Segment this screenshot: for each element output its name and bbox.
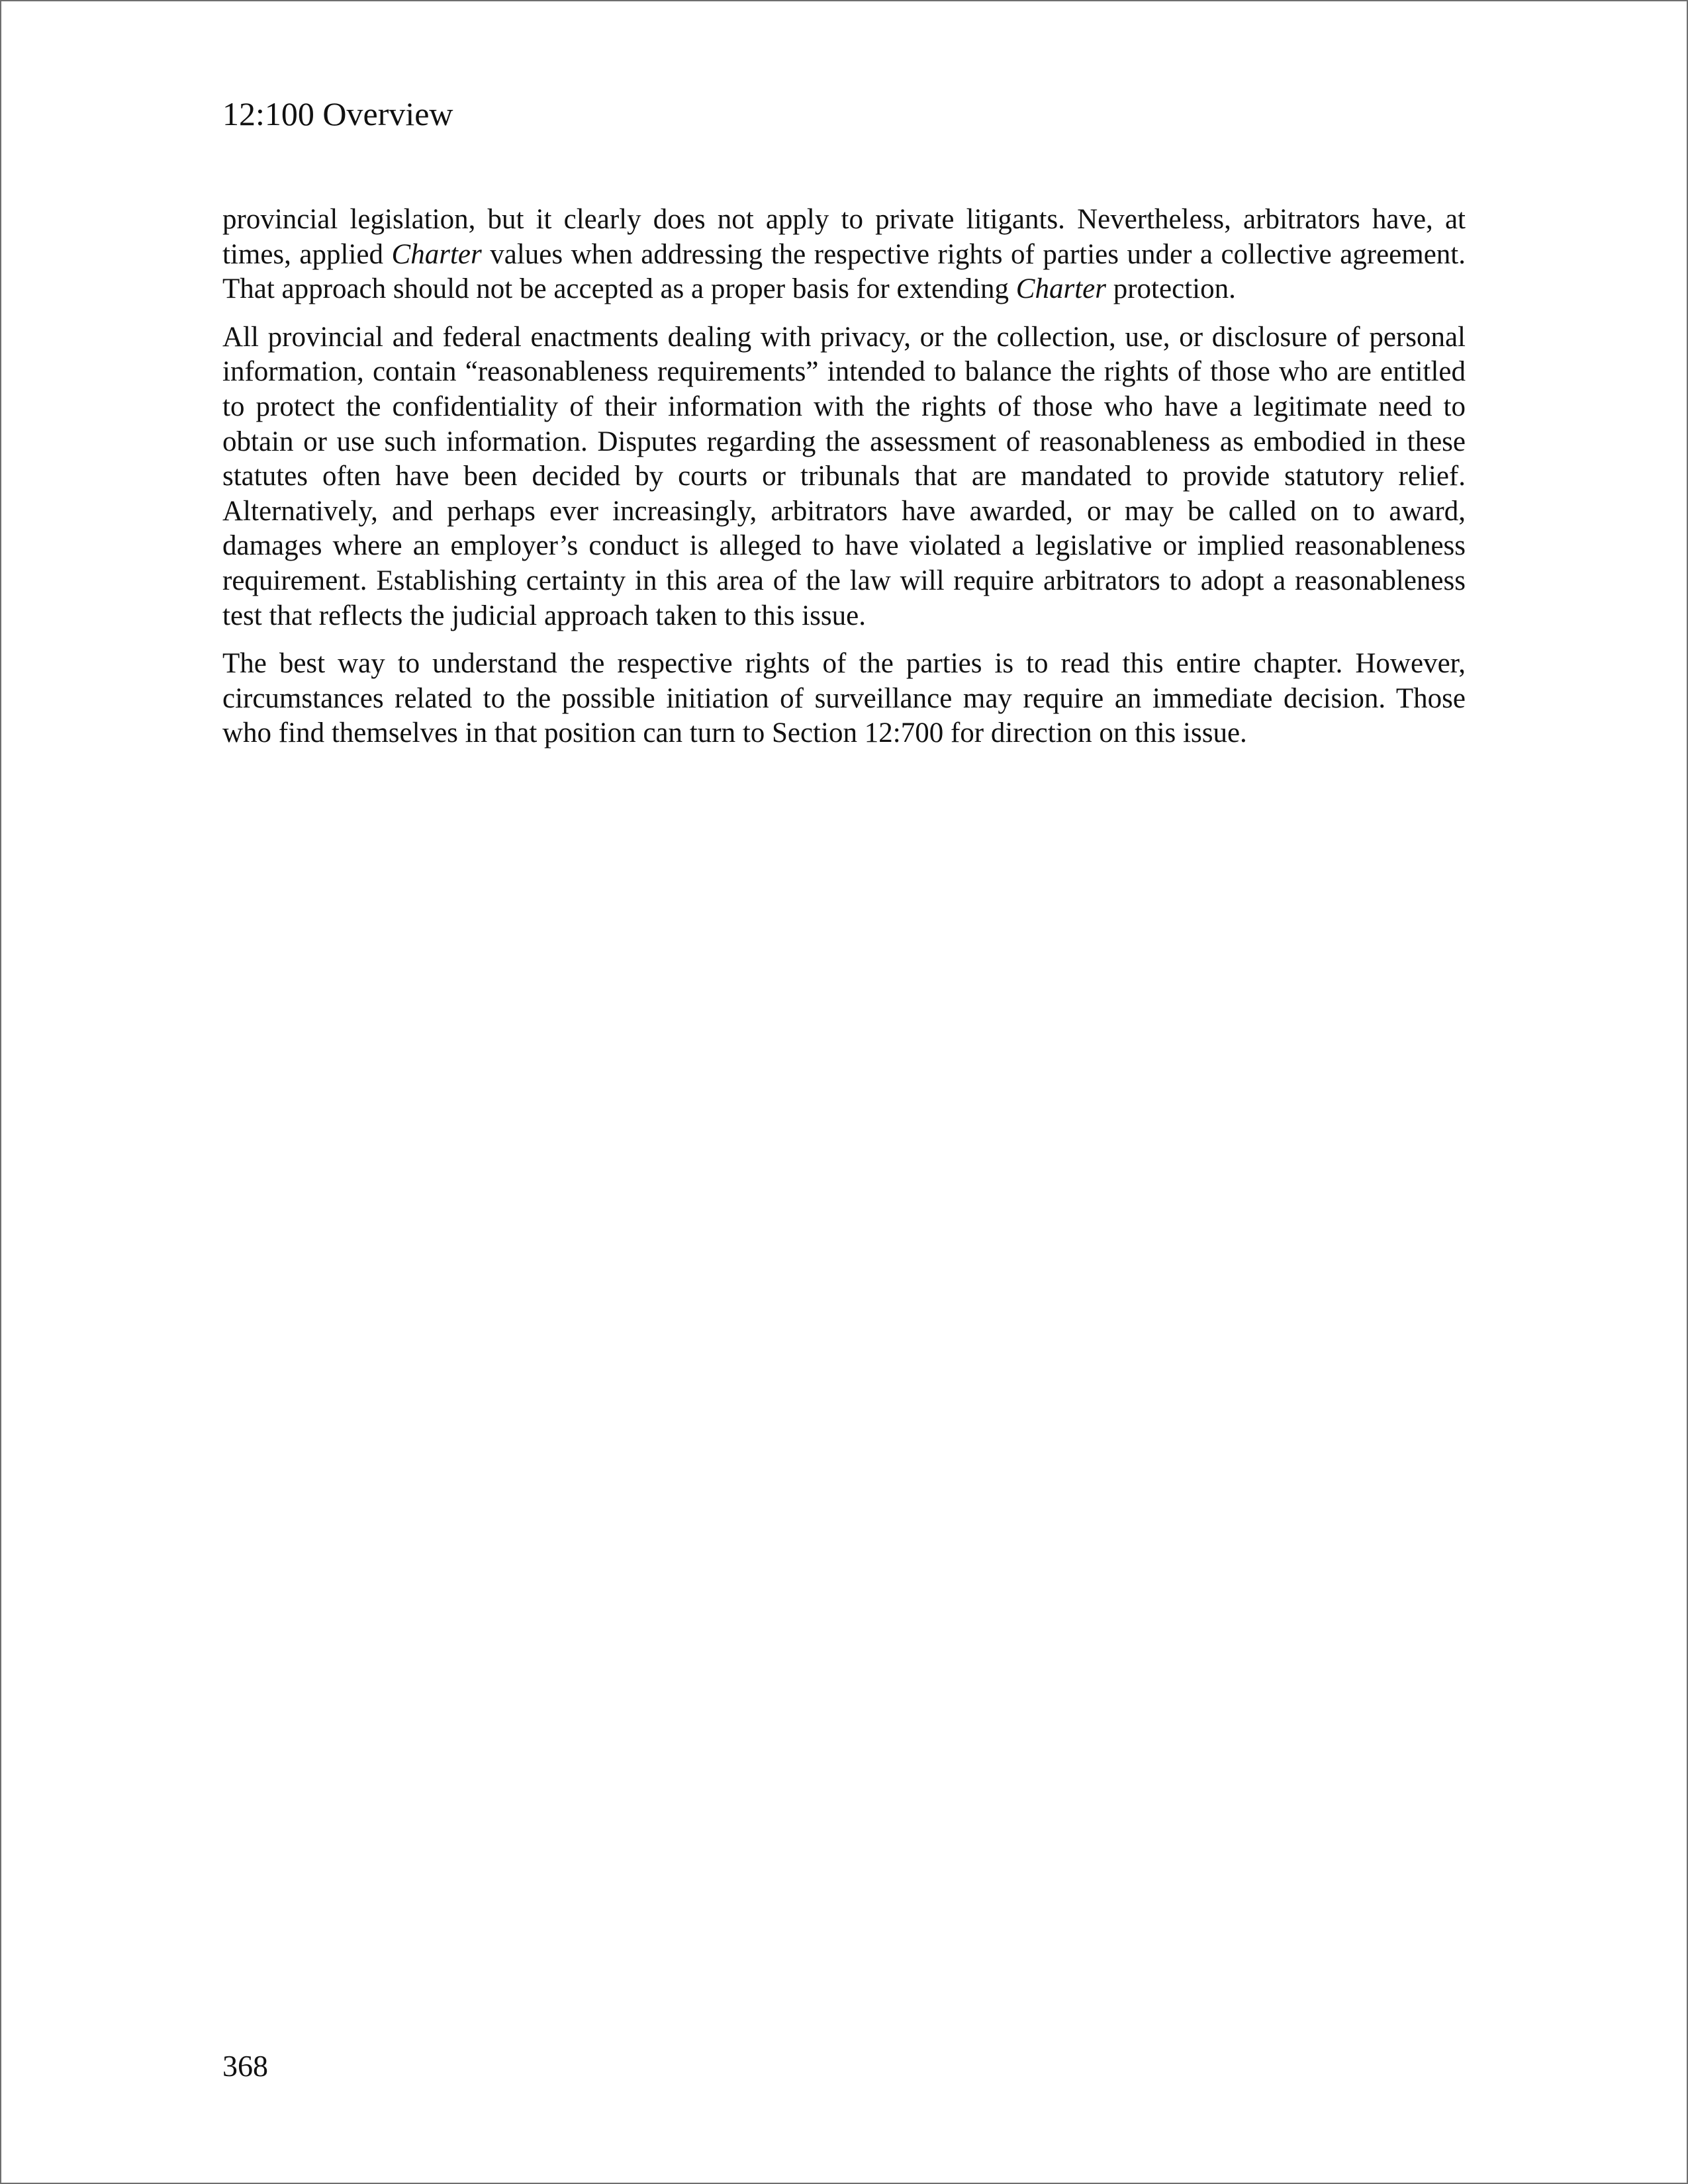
charter-italic-2: Charter	[1015, 273, 1106, 305]
paragraph-3	[222, 647, 1466, 751]
running-header: 12:100 Overview	[222, 95, 453, 132]
paragraph-1-text-2: values when addressing the respective rights of parties under a collective agreement. That approach should not be accepted as a proper basis for extending	[222, 238, 1466, 305]
paragraph-1-text-3: protection.	[1105, 273, 1236, 305]
paragraph-3-text: The best way to understand the respective rights of the parties is to read this entire chapter. However, circumstances related to the possible initiation of surveillance may require an immediate decision. Those who find themselves in that position can turn to Section 12:700 for direction on this issue.	[222, 648, 1466, 749]
paragraph-1-text-1: provincial legislation, but it clearly does not apply to private litigants. Nevertheless, arbitrators have, at times, applied	[222, 204, 1466, 270]
paragraph-1	[222, 203, 1466, 307]
charter-italic-1: Charter	[391, 238, 482, 270]
page-number: 368	[222, 2049, 268, 2083]
paragraph-2-text: All provincial and federal enactments dealing with privacy, or the collection, use, or disclosure of personal information, contain “reasonableness requirements” intended to balance the rights of those who are entitled to protect the confidentiality of their information with the rights of those who have a legitimate need to obtain or use such information. Disputes regarding the assessment of reasonableness as embodied in these statutes often have been decided by courts or tribunals that are mandated to provide statutory relief. Alternatively, and perhaps ever increasingly, arbitrators have awarded, or may be called on to award, damages where an employer’s conduct is alleged to have violated a legislative or implied reasonableness requirement. Establishing certainty in this area of the law will require arbitrators to adopt a reasonableness test that reflects the judicial approach taken to this issue.	[222, 321, 1466, 631]
paragraph-2	[222, 320, 1466, 633]
body-text	[222, 203, 1466, 764]
